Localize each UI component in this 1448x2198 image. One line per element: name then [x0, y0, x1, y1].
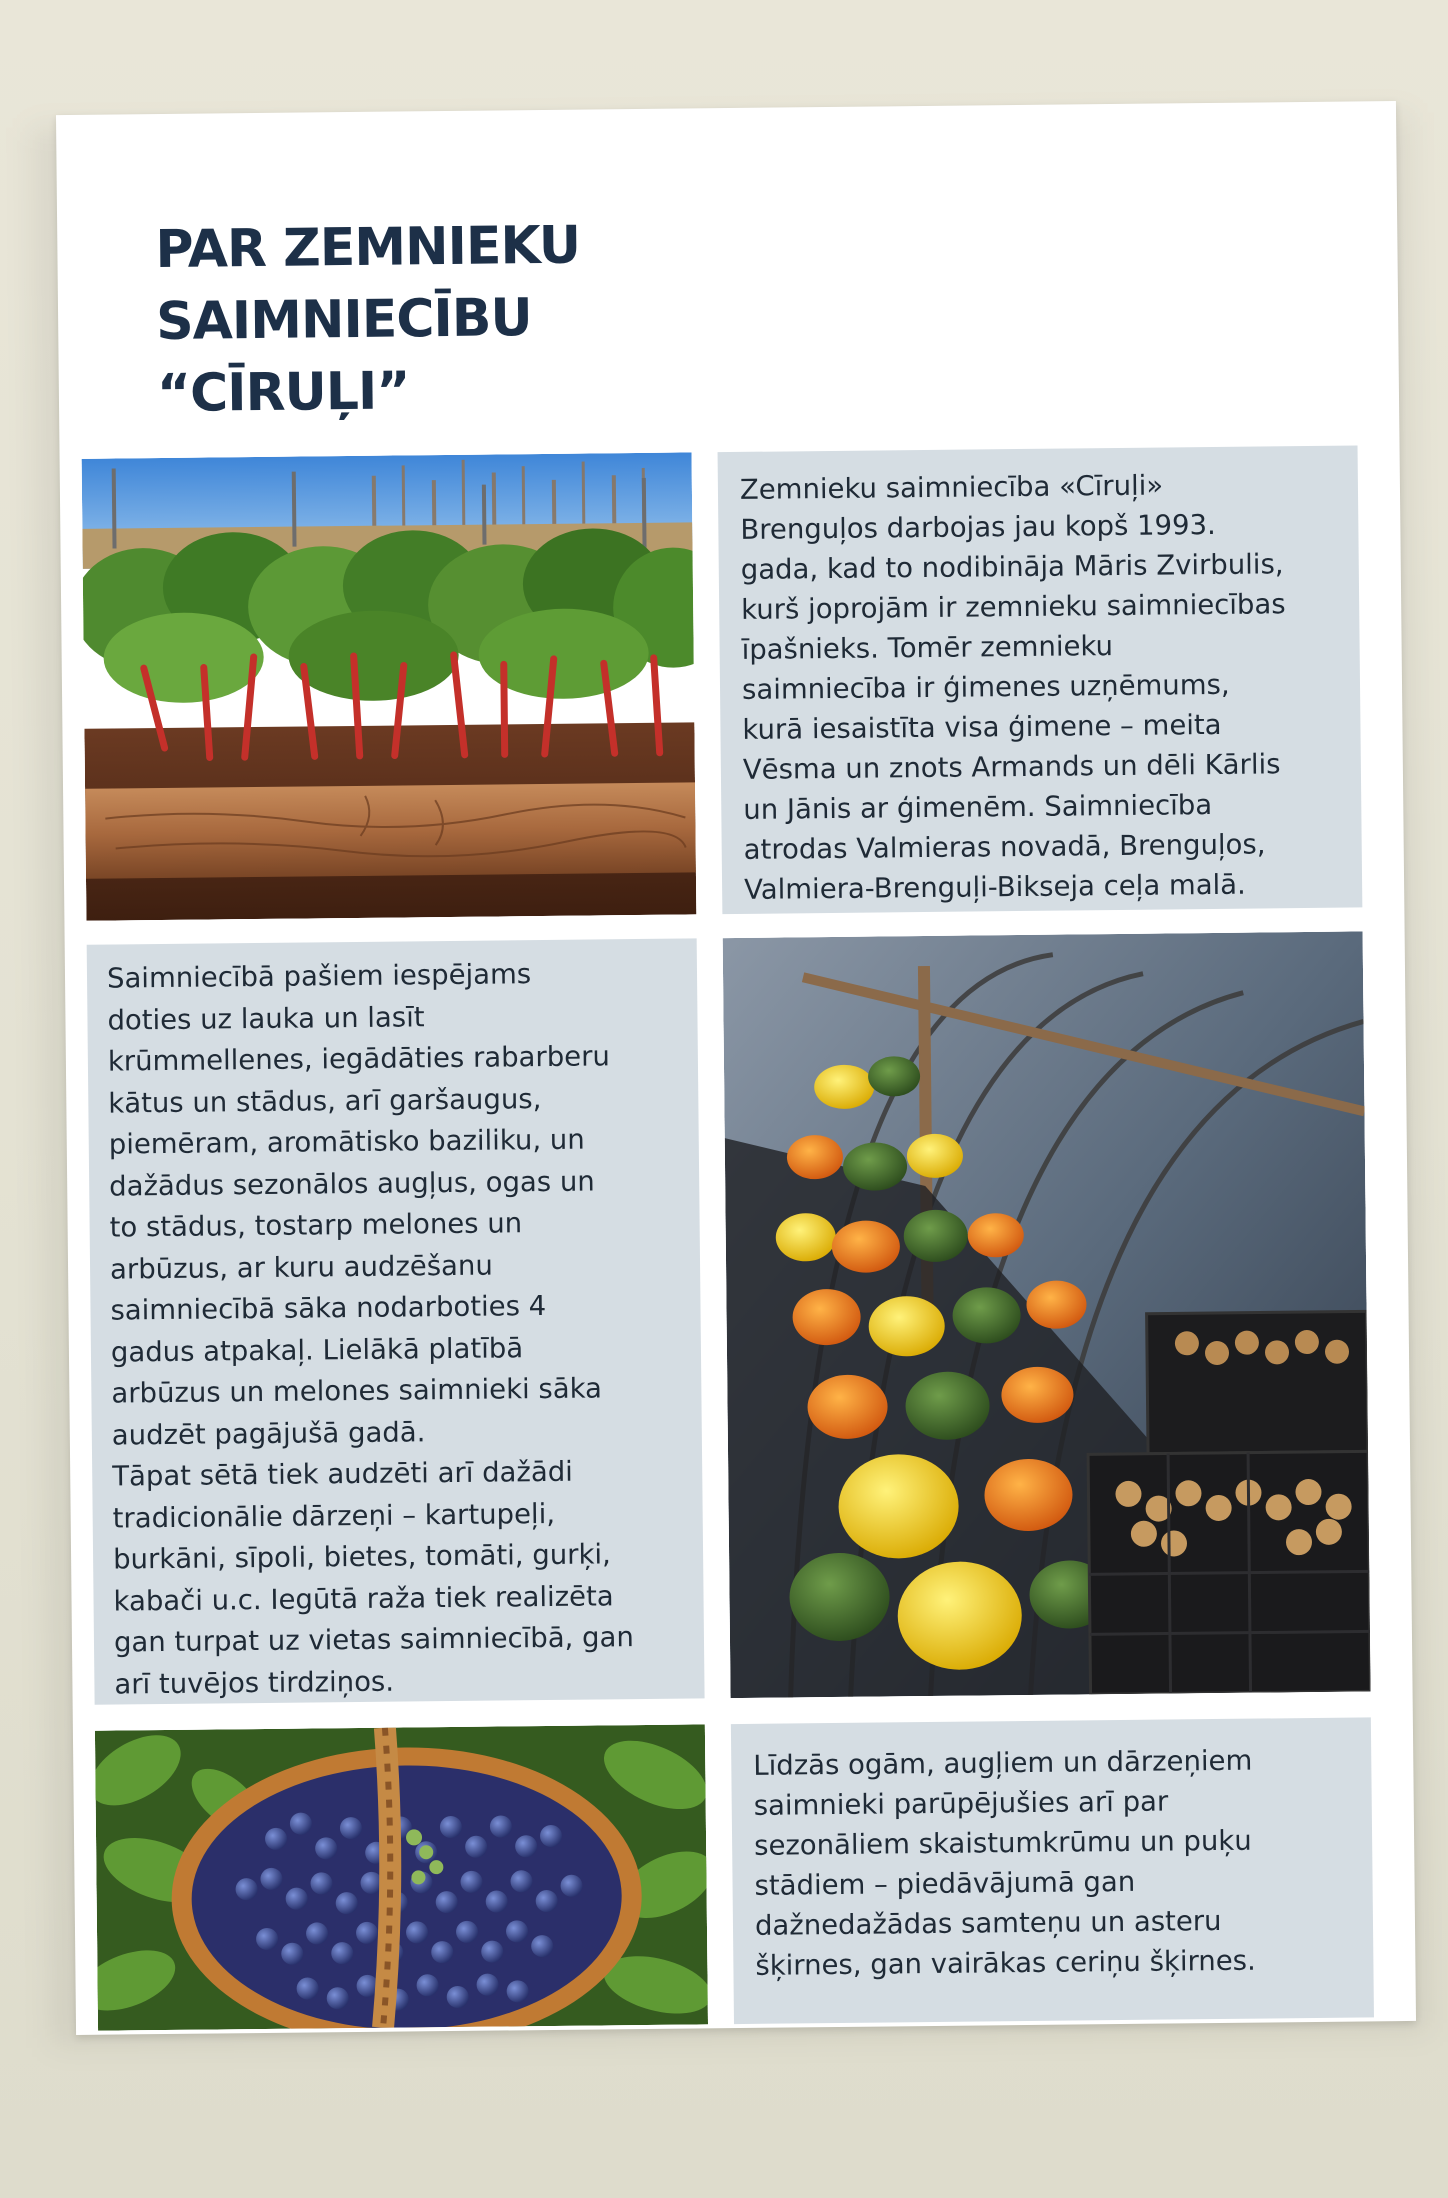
title-line-3: “CĪRUĻI”: [156, 361, 410, 425]
greenhouse-pumpkins-photo: [723, 931, 1371, 1698]
farm-activities-panel: [87, 938, 705, 1704]
intro-text: Zemnieku saimniecība «Cīruļi» Brenguļos darbojas jau kopš 1993. gada, kad to nodibināja Māris Zvirbulis, kurš joprojām ir zemnieku saimniecības īpašnieks. Tomēr zemnieku saimniecība ir ģimenes uzņēmums, kurā iesaistīta visa ģimene – meita Vēsma un znots Armands un dēli Kārlis un Jānis ar ģimenēm. Saimniecība atrodas Valmieras novadā, Brenguļos, Valmiera-Brenguļi-Bikseja ceļa malā.: [739, 469, 1286, 906]
title-line-2: SAIMNIECĪBU: [155, 288, 532, 353]
flowers-shrubs-text: Līdzās ogām, augļiem un dārzeņiem saimnieki parūpējušies arī par sezonāliem skaistumkrūmu un puķu stādiem – piedāvājumā gan dažnedažādas samteņu un asteru šķirnes, gan vairākas ceriņu šķirnes.: [753, 1744, 1256, 1982]
rhubarb-garden-photo: [82, 452, 697, 920]
flowers-shrubs-panel: [731, 1717, 1374, 2024]
intro-text-panel: [718, 445, 1363, 914]
farm-activities-text: Saimniecībā pašiem iespējams doties uz lauka un lasīt krūmmellenes, iegādāties rabarberu kātus un stādus, arī garšaugus, piemēram, aromātisko baziliku, un dažādus sezonālos augļus, ogas un to stādus, tostarp melones un arbūzus, ar kuru audzēšanu saimniecībā sāka nodarboties 4 gadus atpakaļ. Lielākā platībā arbūzus un melones saimnieki sāka audzēt pagājušā gadā. Tāpat sētā tiek audzēti arī dažādi tradicionālie dārzeņi – kartupeļi, burkāni, sīpoli, bietes, tomāti, gurķi, kabači u.c. Iegūtā raža tiek realizēta gan turpat uz vietas saimniecībā, gan arī tuvējos tirdziņos.: [106, 958, 634, 1701]
title-line-1: PAR ZEMNIEKU: [155, 215, 581, 281]
poster-title: [155, 207, 857, 430]
blueberry-basket-photo: [95, 1724, 708, 2030]
poster: [56, 101, 1416, 2035]
